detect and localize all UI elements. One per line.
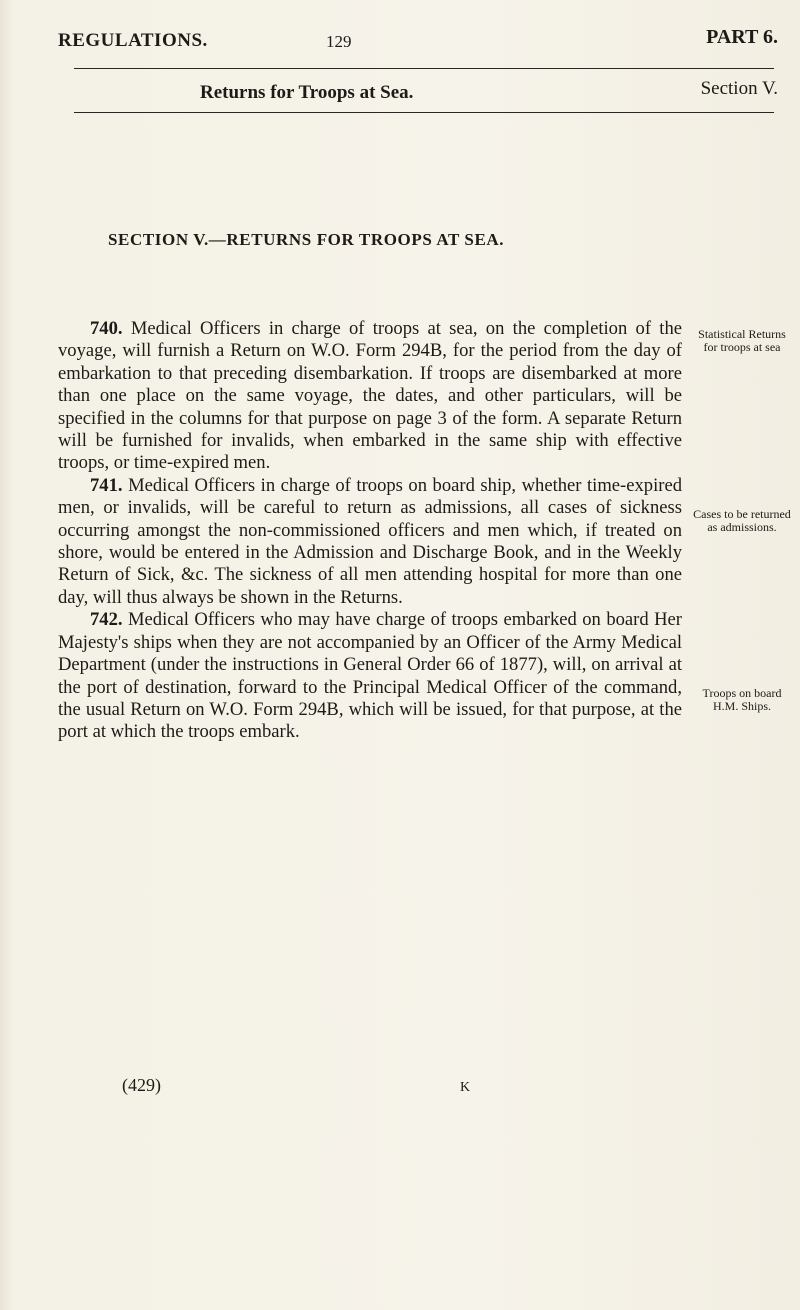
margin-note-troops-ships: Troops on board H.M. Ships. <box>702 686 782 713</box>
body-text <box>58 318 682 744</box>
margin-note-admissions: Cases to be returned as admissions. <box>693 507 791 534</box>
subhead-section: Section V. <box>700 78 778 99</box>
paragraph-number: 742. <box>90 609 123 631</box>
margin-note-statistical: Statistical Returns for troops at sea <box>698 327 786 354</box>
footer-signature-number: (429) <box>122 1075 161 1095</box>
paragraph-741 <box>58 475 682 609</box>
footer-signature-letter: K <box>460 1080 471 1095</box>
paragraph-740 <box>58 318 682 475</box>
paragraph-text: Medical Officers in charge of troops at sea, on the completion of the voyage, will furnish a Return on W.O. Form 294B, for the period from the day of embarkation to that preceding disembarkation. If troops are disembarked at more than one place on the same voyage, the dates, and other particulars, will be specified in the columns for that purpose on page 3 of the form. A separate Return will be furnished for invalids, when embarked in the same ship with effective troops, or time-expired men. <box>58 318 682 474</box>
header-rule-top <box>74 68 774 69</box>
page-number: 129 <box>326 32 352 51</box>
paragraph-text: Medical Officers who may have charge of troops embarked on board Her Majesty's ships when they are not accompanied by an Officer of the Army Medical Department (under the instructions in General Order 66 of 1877), will, on arrival at the port of destination, forward to the Principal Medical Officer of the command, the usual Return on W.O. Form 294B, which will be issued, for that purpose, at the port at which the troops embark. <box>58 609 682 743</box>
paragraph-text: Medical Officers in charge of troops on board ship, whether time-expired men, or invalids, will be careful to return as admissions, all cases of sickness occurring amongst the non-commissioned officers and men which, if treated on shore, would be entered in the Admission and Discharge Book, and in the Weekly Return of Sick, &c. The sickness of all men attending hospital for more than one day, will thus always be shown in the Returns. <box>58 474 683 608</box>
section-heading: SECTION V.—RETURNS FOR TROOPS AT SEA. <box>108 230 505 249</box>
running-head-title: REGULATIONS. <box>58 30 208 51</box>
header-rule-bottom <box>74 112 774 113</box>
paragraph-number: 741. <box>90 474 123 496</box>
subhead-title: Returns for Troops at Sea. <box>200 82 414 103</box>
part-label: PART 6. <box>706 26 778 48</box>
paragraph-number: 740. <box>90 318 123 339</box>
paragraph-742 <box>58 609 682 743</box>
